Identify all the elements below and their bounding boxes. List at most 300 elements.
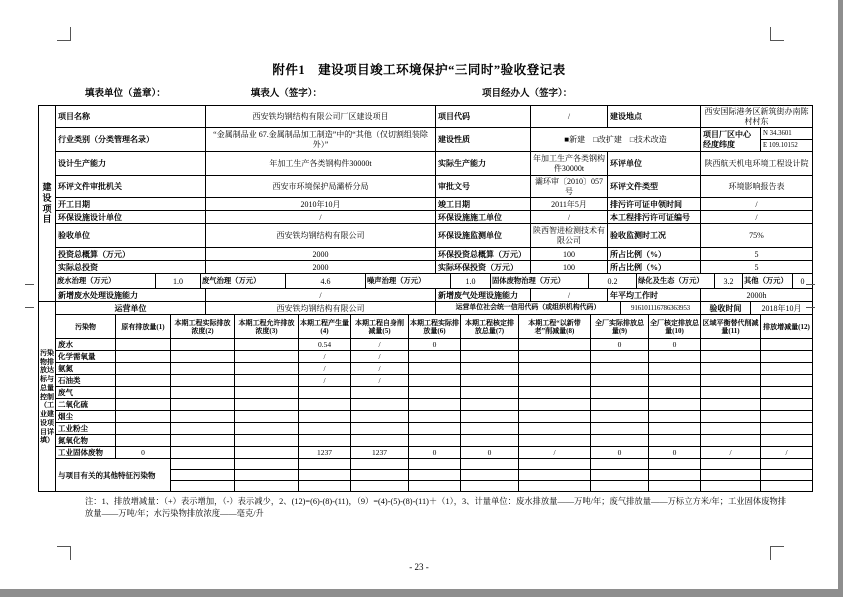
pollutant-name: 工业固体废物 <box>56 447 116 459</box>
form-label-cell: 项目厂区中心经度纬度 <box>701 128 761 152</box>
fold-mark <box>806 284 815 285</box>
pollutant-value <box>235 399 299 411</box>
pollutant-name: 废气 <box>56 387 116 399</box>
pollutant-value: 0 <box>409 339 461 351</box>
pollutant-value <box>519 411 591 423</box>
pollutant-value <box>461 423 519 435</box>
pollutant-value: 0 <box>649 447 701 459</box>
pollutant-value <box>351 387 409 399</box>
blank-cell <box>409 470 461 481</box>
blank-cell <box>591 459 649 470</box>
column-header: 本期工程“以新带老”削减量(8) <box>519 315 591 339</box>
pollutant-value <box>409 423 461 435</box>
other-pollutants-label: 与项目有关的其他特征污染物 <box>56 459 171 492</box>
pollutant-value <box>171 399 235 411</box>
pollutant-value: / <box>351 339 409 351</box>
pollutant-value <box>461 399 519 411</box>
pollutant-value <box>649 387 701 399</box>
pollutant-value <box>299 399 351 411</box>
pollutant-value <box>649 411 701 423</box>
pollutant-value <box>761 363 813 375</box>
fill-person-label: 填表人（签字）： <box>250 89 323 99</box>
form-value-cell: 100 <box>531 248 608 261</box>
pollutant-value <box>701 435 761 447</box>
pollutant-value <box>761 351 813 363</box>
pollutant-value <box>591 435 649 447</box>
form-row <box>56 261 813 274</box>
pollutant-row <box>56 447 813 459</box>
pollutant-value <box>299 423 351 435</box>
pollutant-value: 1237 <box>351 447 409 459</box>
blank-cell <box>701 470 761 481</box>
blank-cell <box>591 481 649 492</box>
pollutant-value <box>701 411 761 423</box>
form-label-cell: 环评单位 <box>608 152 701 176</box>
pollutant-value <box>299 387 351 399</box>
coordinate-value: N 34.3601 <box>761 128 812 140</box>
form-label-cell: 其他（万元） <box>743 274 793 289</box>
registration-form-table <box>38 105 813 492</box>
form-value-cell: 5 <box>701 248 813 261</box>
page-number: - 23 - <box>409 562 429 572</box>
operator-row <box>56 302 813 315</box>
form-label-cell: 环保设施监测单位 <box>436 224 531 248</box>
pollutant-value <box>171 387 235 399</box>
fold-mark <box>25 307 34 308</box>
pollutant-value: / <box>701 447 761 459</box>
pollutant-value <box>701 351 761 363</box>
form-value-cell: 环境影响报告表 <box>701 176 813 198</box>
form-value-cell: ■新建 □改扩建 □技术改造 <box>531 128 701 152</box>
form-value-cell: / <box>701 198 813 211</box>
pollutant-name: 废水 <box>56 339 116 351</box>
pollutant-value <box>235 387 299 399</box>
pollutant-value <box>235 411 299 423</box>
pollutant-value <box>116 375 171 387</box>
pollutant-name: 烟尘 <box>56 411 116 423</box>
pollutant-value <box>519 363 591 375</box>
operator-label-cell: 运营单位 <box>56 302 206 315</box>
form-label-cell: 本工程排污许可证编号 <box>608 211 701 224</box>
form-value-cell: 2000 <box>206 261 436 274</box>
pollutant-value: / <box>351 375 409 387</box>
form-label-cell: 新增废水处理设施能力 <box>56 289 206 302</box>
form-value-cell: 2000 <box>206 248 436 261</box>
pollutant-value: 0 <box>116 447 171 459</box>
pollutant-value <box>409 411 461 423</box>
section-project-side-label: 建设项目 <box>39 106 56 302</box>
blank-cell <box>171 459 235 470</box>
form-row <box>56 211 813 224</box>
form-label-cell: 环评文件类型 <box>608 176 701 198</box>
form-label-cell: 实际生产能力 <box>436 152 531 176</box>
form-value-cell: 年加工生产各类钢构件30000t <box>531 152 608 176</box>
pollutant-row <box>56 387 813 399</box>
pollutant-value: 0 <box>591 339 649 351</box>
pollutant-value <box>116 387 171 399</box>
form-label-cell: 噪声治理（万元） <box>366 274 451 289</box>
pollutant-value <box>461 387 519 399</box>
form-value-cell: 0.2 <box>589 274 637 289</box>
pollutant-value <box>409 399 461 411</box>
crop-mark-top-left <box>57 27 71 41</box>
pollutant-value <box>461 411 519 423</box>
pollutant-value <box>701 399 761 411</box>
pollutant-value <box>701 423 761 435</box>
form-value-cell: / <box>531 289 608 302</box>
pollutant-value <box>519 435 591 447</box>
pollutant-value: / <box>761 447 813 459</box>
pollutant-value: / <box>351 363 409 375</box>
other-pollutants-rows <box>171 459 813 492</box>
form-value-cell: / <box>206 289 436 302</box>
blank-cell <box>761 459 813 470</box>
fill-unit-label: 填表单位（盖章）： <box>85 89 166 99</box>
pollutant-value <box>591 411 649 423</box>
pollutant-value: 0 <box>409 447 461 459</box>
pollutant-value <box>591 399 649 411</box>
pollutant-row <box>56 375 813 387</box>
pollutant-value <box>591 363 649 375</box>
pollutant-value <box>649 375 701 387</box>
form-label-cell: 投资总概算（万元） <box>56 248 206 261</box>
form-value-cell: 2010年10月 <box>206 198 436 211</box>
column-header: 区域平衡替代削减量(11) <box>701 315 761 339</box>
form-value-cell: “金属制品业 67.金属制品加工制造”中的“其他（仅切割组装除外）” <box>206 128 436 152</box>
form-label-cell: 项目代码 <box>436 106 531 128</box>
operator-label-cell: 验收时间 <box>701 302 751 315</box>
form-row <box>56 274 813 289</box>
operator-value-cell: 916101116786363953 <box>621 302 701 315</box>
form-row <box>56 176 813 198</box>
pollutant-value <box>701 387 761 399</box>
pollutant-value <box>649 399 701 411</box>
form-row <box>56 128 813 152</box>
blank-pollutant-row <box>171 481 813 492</box>
column-header: 本期工程自身削减量(5) <box>351 315 409 339</box>
crop-mark-top-right <box>770 27 784 41</box>
pollutant-value: 0 <box>649 339 701 351</box>
form-label-cell: 环评文件审批机关 <box>56 176 206 198</box>
column-header: 本期工程允许排放浓度(3) <box>235 315 299 339</box>
form-label-cell: 项目名称 <box>56 106 206 128</box>
blank-cell <box>649 470 701 481</box>
blank-cell <box>235 481 299 492</box>
form-value-cell: 西安铁均钢结构有限公司厂区建设项目 <box>206 106 436 128</box>
form-value-cell: 1.0 <box>156 274 201 289</box>
crop-mark-bottom-right <box>770 546 784 560</box>
pollutant-name: 化学需氧量 <box>56 351 116 363</box>
pollutant-value <box>701 375 761 387</box>
pollutant-row <box>56 339 813 351</box>
form-value-cell: 2000h <box>701 289 813 302</box>
form-value-cell: 75% <box>701 224 813 248</box>
form-label-cell: 审批文号 <box>436 176 531 198</box>
pollutant-value <box>701 363 761 375</box>
signature-line <box>0 85 838 99</box>
pollutant-value <box>171 423 235 435</box>
form-label-cell: 环保设施施工单位 <box>436 211 531 224</box>
pollutant-value <box>235 423 299 435</box>
column-header: 本期工程实际排放量(6) <box>409 315 461 339</box>
pollutant-value: / <box>299 351 351 363</box>
pollutant-value <box>171 411 235 423</box>
pollutant-value <box>116 351 171 363</box>
pollutant-value <box>409 387 461 399</box>
pollutant-row <box>56 363 813 375</box>
pollutant-name: 二氧化硫 <box>56 399 116 411</box>
pollutant-value <box>116 399 171 411</box>
section-pollution-side-label: 污染物排放达标与总量控制（工业建设项目详填） <box>39 302 56 492</box>
pollutant-value <box>171 375 235 387</box>
pollutant-value <box>116 411 171 423</box>
form-value-cell: 西安市环境保护局灞桥分局 <box>206 176 436 198</box>
blank-cell <box>409 459 461 470</box>
pollutant-value: 1237 <box>299 447 351 459</box>
pollutant-value <box>235 375 299 387</box>
form-label-cell: 所占比例（%） <box>608 261 701 274</box>
form-value-cell: / <box>701 211 813 224</box>
form-row <box>56 198 813 211</box>
pollutant-value <box>299 411 351 423</box>
pollutant-value: 0 <box>461 447 519 459</box>
pollutant-header-row <box>56 315 813 339</box>
blank-cell <box>409 481 461 492</box>
form-label-cell: 固体废物治理（万元） <box>491 274 589 289</box>
form-label-cell: 环保投资总概算（万元） <box>436 248 531 261</box>
column-header: 本期工程实际排放浓度(2) <box>171 315 235 339</box>
pollutant-name: 石油类 <box>56 375 116 387</box>
crop-mark-bottom-left <box>57 546 71 560</box>
column-header: 全厂实际排放总量(9) <box>591 315 649 339</box>
blank-cell <box>299 481 351 492</box>
pollutant-value: 0 <box>591 447 649 459</box>
pollutant-value <box>116 423 171 435</box>
pollutant-value <box>299 435 351 447</box>
blank-pollutant-row <box>171 459 813 470</box>
blank-cell <box>351 459 409 470</box>
pollutant-value <box>761 423 813 435</box>
coordinates-cell <box>761 128 813 152</box>
form-row <box>56 248 813 261</box>
form-row <box>56 289 813 302</box>
form-value-cell: 1.0 <box>451 274 491 289</box>
form-value-cell: 3.2 <box>715 274 743 289</box>
pollutant-value <box>761 399 813 411</box>
form-value-cell: 灞环审〔2010〕057号 <box>531 176 608 198</box>
column-header: 原有排放量(1) <box>116 315 171 339</box>
pollutant-value: / <box>519 447 591 459</box>
pollutant-row <box>56 351 813 363</box>
pollutant-value <box>351 411 409 423</box>
form-row <box>56 152 813 176</box>
pollutant-value: / <box>351 351 409 363</box>
blank-cell <box>519 459 591 470</box>
form-value-cell: 陕西智进检测技术有限公司 <box>531 224 608 248</box>
pollutant-value <box>461 435 519 447</box>
form-value-cell: 100 <box>531 261 608 274</box>
footnote: 注：1、排放增减量：（+）表示增加，（-）表示减少，2、(12)=(6)-(8)-(11)，（9）=(4)-(5)-(8)-(11)＋（1），3、计量单位：废水排放量——万吨/年；废气排放量——万标立方米/年；工业固体废物排放量——万吨/年；水污染物排放浓度——毫克/升 <box>85 497 787 518</box>
pollutant-value <box>461 339 519 351</box>
column-header: 污染物 <box>56 315 116 339</box>
pollutant-value <box>409 363 461 375</box>
pollutant-value <box>761 339 813 351</box>
blank-cell <box>761 481 813 492</box>
form-label-cell: 环保设施设计单位 <box>56 211 206 224</box>
pollutant-value <box>591 387 649 399</box>
blank-cell <box>701 481 761 492</box>
form-label-cell: 验收监测时工况 <box>608 224 701 248</box>
page-title: 附件1 建设项目竣工环境保护“三同时”验收登记表 <box>272 63 566 77</box>
pollutant-value <box>649 423 701 435</box>
pollutant-value <box>235 339 299 351</box>
form-label-cell: 废水治理（万元） <box>56 274 156 289</box>
blank-cell <box>519 470 591 481</box>
blank-cell <box>299 459 351 470</box>
form-value-cell: / <box>531 211 608 224</box>
pollutant-value <box>171 339 235 351</box>
pollutant-value <box>351 399 409 411</box>
pollutant-value <box>351 423 409 435</box>
blank-cell <box>461 481 519 492</box>
form-label-cell: 实际总投资 <box>56 261 206 274</box>
form-value-cell: 0 <box>793 274 813 289</box>
blank-cell <box>761 470 813 481</box>
pollutant-value <box>409 375 461 387</box>
blank-cell <box>235 470 299 481</box>
form-label-cell: 新增废气处理设施能力 <box>436 289 531 302</box>
form-label-cell: 开工日期 <box>56 198 206 211</box>
form-value-cell: 西安铁均钢结构有限公司 <box>206 224 436 248</box>
column-header: 本期工程产生量(4) <box>299 315 351 339</box>
column-header: 排放增减量(12) <box>761 315 813 339</box>
form-row <box>56 106 813 128</box>
blank-cell <box>591 470 649 481</box>
blank-cell <box>649 459 701 470</box>
pollutant-value <box>649 363 701 375</box>
coordinate-value: E 109.10152 <box>763 141 798 149</box>
blank-cell <box>235 459 299 470</box>
pollutant-row <box>56 435 813 447</box>
pollutant-value <box>591 351 649 363</box>
pollutant-value <box>701 339 761 351</box>
pollutant-value <box>116 363 171 375</box>
pollutant-value <box>519 423 591 435</box>
pollutant-value <box>171 435 235 447</box>
section-pollution-control <box>39 302 813 492</box>
pollutant-value <box>235 435 299 447</box>
pollutant-value <box>519 351 591 363</box>
form-label-cell: 建设性质 <box>436 128 531 152</box>
pollutant-value <box>591 375 649 387</box>
pollutant-value <box>519 375 591 387</box>
pollutant-value <box>409 435 461 447</box>
form-label-cell: 竣工日期 <box>436 198 531 211</box>
pollutant-value <box>235 363 299 375</box>
pollutant-value <box>235 351 299 363</box>
pollutant-value: 0.54 <box>299 339 351 351</box>
pollutant-row <box>56 423 813 435</box>
form-label-cell: 设计生产能力 <box>56 152 206 176</box>
operator-value-cell: 2018年10月 <box>751 302 813 315</box>
pollutant-value <box>351 435 409 447</box>
fold-mark <box>806 307 815 308</box>
pollutant-value <box>591 423 649 435</box>
pollutant-row <box>56 411 813 423</box>
blank-cell <box>461 470 519 481</box>
pollutant-value <box>519 339 591 351</box>
pollutant-name: 氨氮 <box>56 363 116 375</box>
blank-cell <box>299 470 351 481</box>
pollutant-row <box>56 399 813 411</box>
form-value-cell: 西安国际港务区新筑街办南陈村村东 <box>701 106 813 128</box>
form-value-cell: / <box>531 106 608 128</box>
form-label-cell: 排污许可证申领时间 <box>608 198 701 211</box>
blank-cell <box>351 481 409 492</box>
blank-cell <box>351 470 409 481</box>
form-label-cell: 绿化及生态（万元） <box>637 274 715 289</box>
pollutant-name: 工业粉尘 <box>56 423 116 435</box>
form-value-cell: 5 <box>701 261 813 274</box>
pollutant-value <box>461 351 519 363</box>
pollutant-value <box>519 399 591 411</box>
form-value-cell: 陕西航天机电环境工程设计院 <box>701 152 813 176</box>
blank-cell <box>701 459 761 470</box>
pollutant-value: / <box>299 375 351 387</box>
blank-cell <box>519 481 591 492</box>
blank-cell <box>171 470 235 481</box>
form-label-cell: 废气治理（万元） <box>201 274 286 289</box>
form-label-cell: 建设地点 <box>608 106 701 128</box>
pollutant-value <box>761 435 813 447</box>
pollutant-value <box>409 351 461 363</box>
pollutant-value <box>235 447 299 459</box>
pollutant-value <box>649 351 701 363</box>
form-label-cell: 行业类别（分类管理名录） <box>56 128 206 152</box>
pollutant-value <box>461 363 519 375</box>
pollutant-value <box>171 351 235 363</box>
form-label-cell: 年平均工作时 <box>608 289 701 302</box>
form-row <box>56 224 813 248</box>
form-value-cell: 4.6 <box>286 274 366 289</box>
column-header: 本期工程核定排放总量(7) <box>461 315 519 339</box>
pollutant-value: / <box>299 363 351 375</box>
pollutant-value <box>761 387 813 399</box>
pollutant-value <box>116 435 171 447</box>
column-header: 全厂核定排放总量(10) <box>649 315 701 339</box>
form-label-cell: 验收单位 <box>56 224 206 248</box>
pollutant-value <box>761 411 813 423</box>
other-pollutants-group <box>56 459 813 492</box>
pollutant-value <box>171 447 235 459</box>
blank-cell <box>461 459 519 470</box>
section-project-info <box>39 106 813 302</box>
pollutant-name: 氮氧化物 <box>56 435 116 447</box>
blank-cell <box>171 481 235 492</box>
operator-label-cell: 运营单位社会统一信用代码（或组织机构代码） <box>436 302 621 315</box>
form-value-cell: 2011年5月 <box>531 198 608 211</box>
handler-label: 项目经办人（签字）： <box>482 89 573 99</box>
blank-cell <box>649 481 701 492</box>
form-value-cell: 年加工生产各类钢构件30000t <box>206 152 436 176</box>
pollutant-value <box>461 375 519 387</box>
fold-mark <box>25 284 34 285</box>
pollutant-value <box>649 435 701 447</box>
pollutant-value <box>116 339 171 351</box>
form-label-cell: 所占比例（%） <box>608 248 701 261</box>
form-label-cell: 实际环保投资（万元） <box>436 261 531 274</box>
form-value-cell: / <box>206 211 436 224</box>
